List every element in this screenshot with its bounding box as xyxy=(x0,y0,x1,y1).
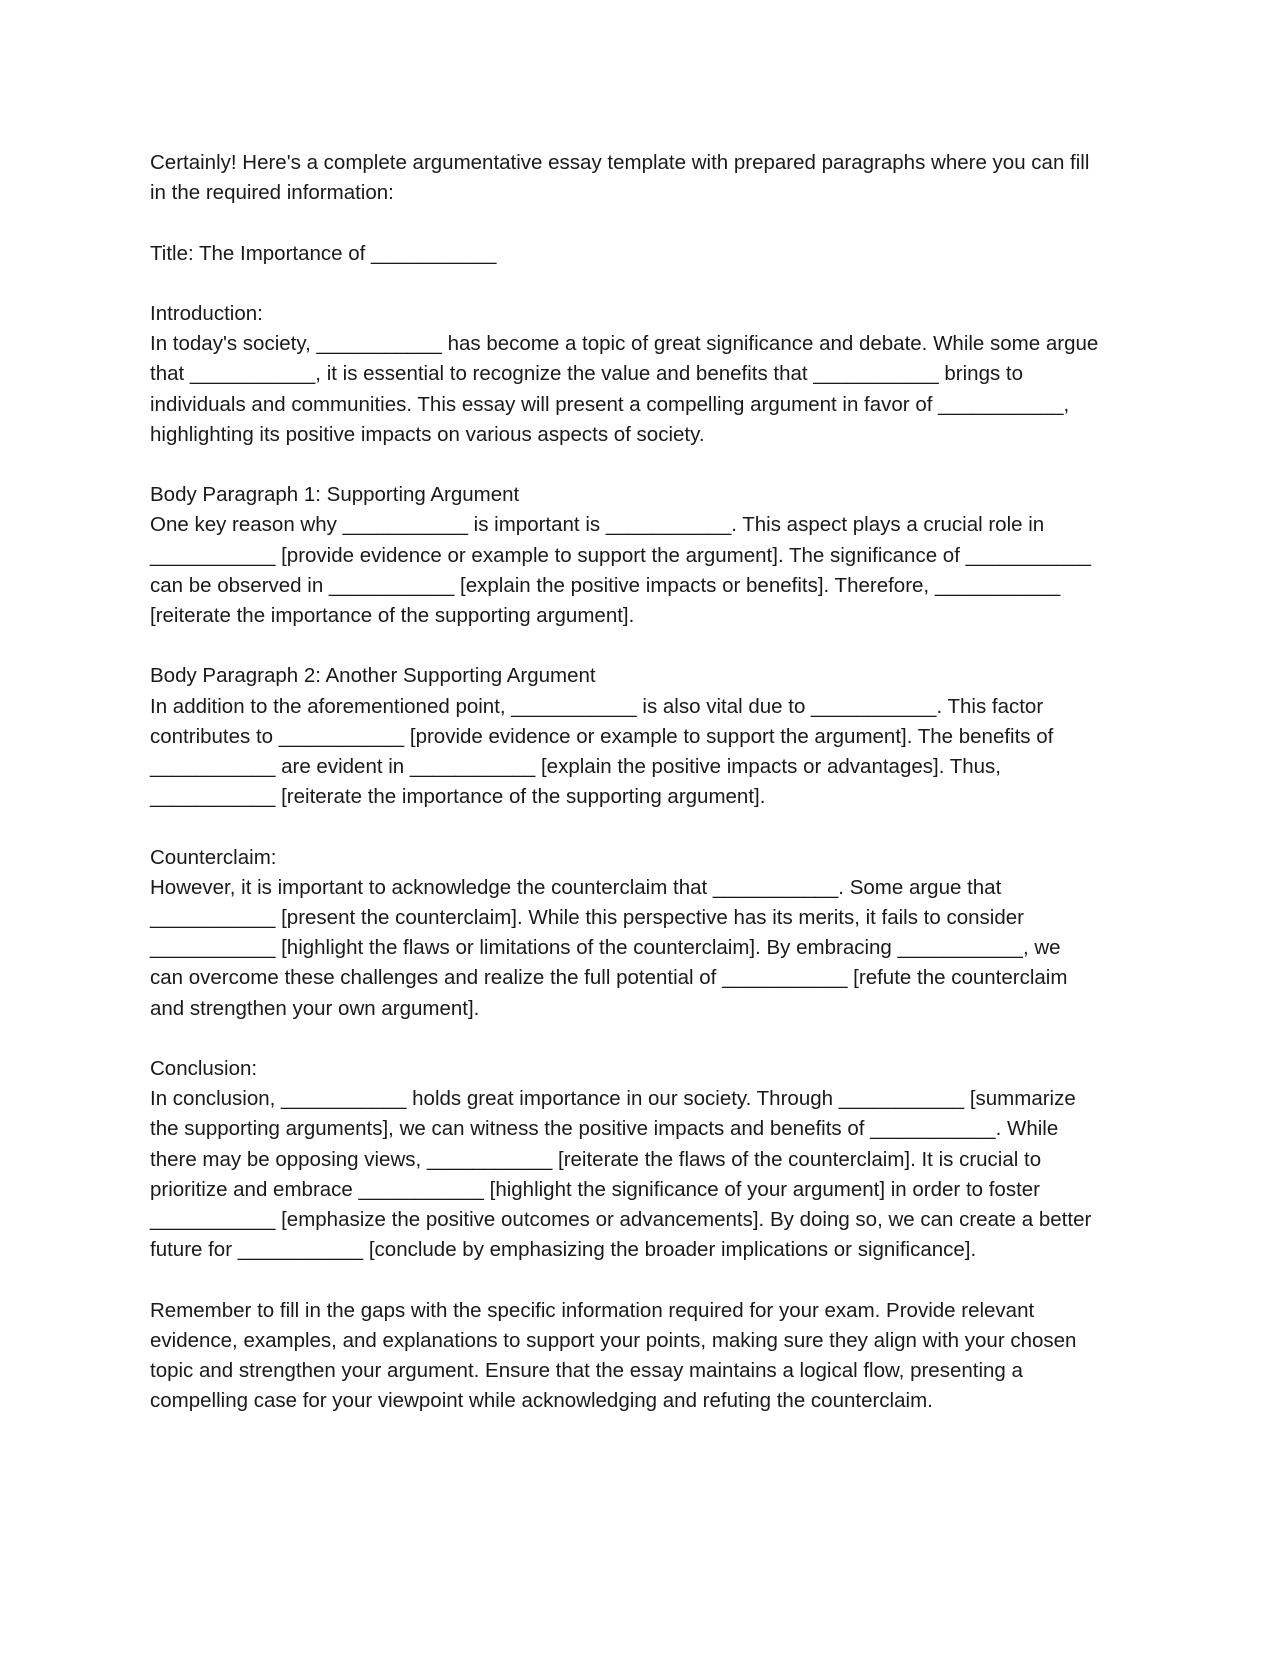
text-line: [reiterate the importance of the supporting argument]. xyxy=(150,604,635,627)
text-line: contributes to ___________ [provide evidence or example to support the argument]. The benefits of xyxy=(150,724,1054,748)
text-line: ___________ [present the counterclaim]. While this perspective has its merits, it fails to consider xyxy=(150,906,1024,929)
section-heading: Body Paragraph 2: Another Supporting Argument xyxy=(150,664,596,688)
counterclaim-section xyxy=(150,843,1160,1024)
text-line: evidence, examples, and explanations to support your points, making sure they align with your chosen xyxy=(150,1328,1077,1352)
text-line: highlighting its positive impacts on various aspects of society. xyxy=(150,422,705,446)
text-line: ___________ [reiterate the importance of the supporting argument]. xyxy=(150,785,766,809)
body-paragraph-1 xyxy=(150,480,1160,631)
text-line: ___________ [provide evidence or example to support the argument]. The significance of ___________ xyxy=(150,543,1092,567)
document-page xyxy=(150,148,1160,1447)
text-line: can overcome these challenges and realize the full potential of ___________ [refute the counterclaim xyxy=(150,966,1068,990)
body-paragraph-2 xyxy=(150,661,1160,812)
text-line: Remember to fill in the gaps with the specific information required for your exam. Provide relevant xyxy=(150,1298,1035,1322)
text-line: can be observed in ___________ [explain the positive impacts or benefits]. Therefore, ___________ xyxy=(150,573,1061,597)
text-line: that ___________, it is essential to recognize the value and benefits that ___________ brings to xyxy=(150,362,1024,386)
text-line: Certainly! Here's a complete argumentative essay template with prepared paragraphs where you can fill xyxy=(150,151,1090,174)
text-line: compelling case for your viewpoint while acknowledging and refuting the counterclaim. xyxy=(150,1389,933,1413)
title-line: Title: The Importance of ___________ xyxy=(150,241,497,265)
text-line: individuals and communities. This essay will present a compelling argument in favor of ___________, xyxy=(150,392,1070,416)
text-line: prioritize and embrace ___________ [highlight the significance of your argument] in order to foster xyxy=(150,1177,1041,1201)
text-line: future for ___________ [conclude by emphasizing the broader implications or significance]. xyxy=(150,1238,977,1262)
text-line: topic and strengthen your argument. Ensure that the essay maintains a logical flow, presenting a xyxy=(150,1359,1023,1383)
text-line: in the required information: xyxy=(150,181,394,205)
closing-note xyxy=(150,1296,1160,1417)
text-line: ___________ [highlight the flaws or limitations of the counterclaim]. By embracing ___________, we xyxy=(150,936,1061,960)
text-line: In addition to the aforementioned point, ___________ is also vital due to ___________. This factor xyxy=(150,694,1044,718)
section-heading: Body Paragraph 1: Supporting Argument xyxy=(150,483,520,507)
text-line: In conclusion, ___________ holds great importance in our society. Through ___________ [summarize xyxy=(150,1087,1076,1111)
text-line: ___________ are evident in ___________ [explain the positive impacts or advantages]. Thus, xyxy=(150,755,1001,778)
intro-note xyxy=(150,148,1160,208)
text-line: One key reason why ___________ is important is ___________. This aspect plays a crucial role in xyxy=(150,513,1045,537)
text-line: However, it is important to acknowledge the counterclaim that ___________. Some argue that xyxy=(150,875,1002,899)
text-line: ___________ [emphasize the positive outcomes or advancements]. By doing so, we can create a better xyxy=(150,1208,1092,1232)
section-heading: Introduction: xyxy=(150,301,263,325)
text-line: and strengthen your own argument]. xyxy=(150,996,480,1020)
section-heading: Conclusion: xyxy=(150,1057,258,1080)
conclusion-section xyxy=(150,1054,1160,1265)
text-line: there may be opposing views, ___________ [reiterate the flaws of the counterclaim]. It is crucial to xyxy=(150,1147,1042,1171)
text-line: In today's society, ___________ has become a topic of great significance and debate. While some argue xyxy=(150,332,1099,356)
section-heading: Counterclaim: xyxy=(150,845,277,869)
text-line: the supporting arguments], we can witness the positive impacts and benefits of ___________. While xyxy=(150,1117,1059,1141)
essay-title xyxy=(150,239,1160,269)
introduction-section xyxy=(150,299,1160,450)
